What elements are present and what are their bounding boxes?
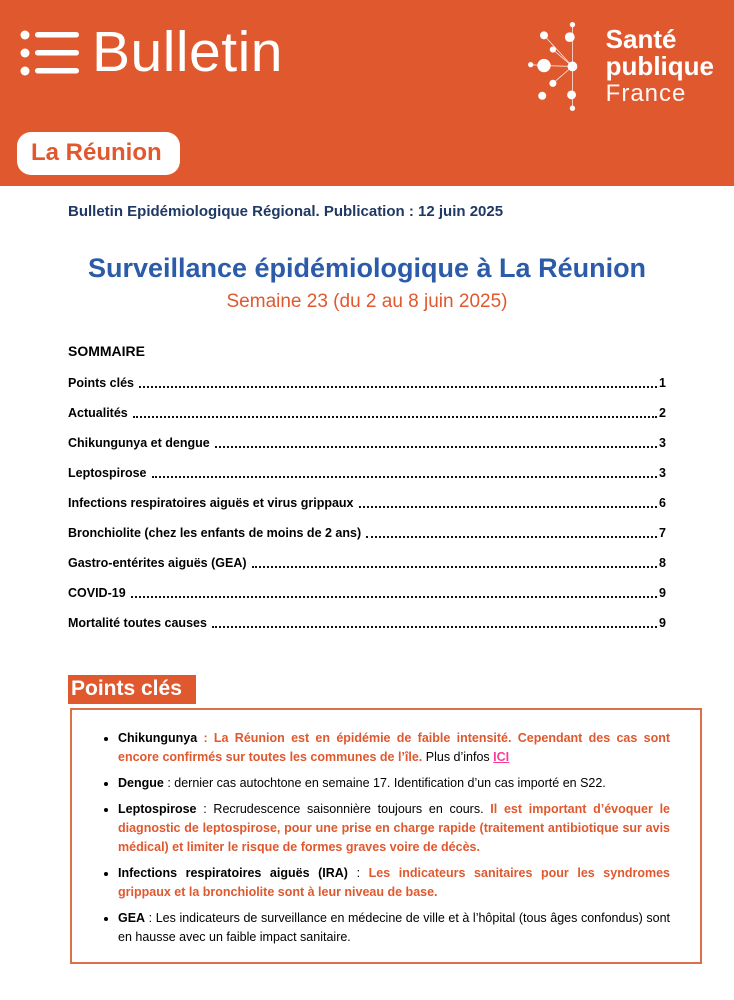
toc-entry-label: Leptospirose (68, 466, 147, 480)
toc-entry-page: 3 (659, 436, 666, 450)
points-cles-box (70, 708, 702, 964)
key-point-item (118, 864, 670, 902)
toc-entry-label: Infections respiratoires aiguës et virus grippaux (68, 496, 354, 510)
toc-leader-dots (131, 596, 657, 598)
toc-entry-page: 3 (659, 466, 666, 480)
toc-heading: SOMMAIRE (68, 343, 145, 359)
toc-entry-label: Points clés (68, 376, 134, 390)
bulleted-list-icon (20, 26, 82, 80)
toc-entry-page: 8 (659, 556, 666, 570)
toc-entry[interactable] (68, 586, 666, 600)
toc-entry[interactable] (68, 376, 666, 390)
toc-leader-dots (152, 476, 658, 478)
sante-publique-france-logo (520, 18, 714, 127)
key-point-item (118, 800, 670, 857)
page-title: Surveillance épidémiologique à La Réunion (87, 253, 647, 283)
toc-leader-dots (359, 506, 658, 508)
spf-logo-line1: Santé (605, 24, 677, 54)
toc-leader-dots (366, 536, 657, 538)
key-point-item (118, 774, 670, 793)
toc-leader-dots (133, 416, 657, 418)
spf-logo-text (606, 26, 714, 108)
toc-entry-label: COVID-19 (68, 586, 126, 600)
masthead (0, 0, 734, 186)
toc-entry-label: Bronchiolite (chez les enfants de moins de 2 ans) (68, 526, 362, 540)
key-point-text: La Réunion est en épidémie de faible intensité. Cependant des cas sont encore confirmés sur toutes les communes de l’île. (118, 731, 670, 764)
toc-entry-page: 7 (659, 526, 666, 540)
key-point-item (118, 729, 670, 767)
toc-entry-page: 9 (659, 616, 666, 630)
toc-leader-dots (252, 566, 658, 568)
toc-entry[interactable] (68, 526, 666, 540)
toc-entry-label: Mortalité toutes causes (68, 616, 207, 630)
document-body (0, 203, 734, 964)
toc-entry-label: Gastro-entérites aiguës (GEA) (68, 556, 247, 570)
key-point-text: : Recrudescence saisonnière toujours en cours. (196, 802, 491, 816)
toc-entry-page: 9 (659, 586, 666, 600)
key-point-text: Dengue (118, 776, 164, 790)
key-point-item (118, 909, 670, 947)
toc-entry[interactable] (68, 496, 666, 510)
key-point-text: Chikungunya (118, 731, 198, 745)
toc-entry[interactable] (68, 406, 666, 420)
toc-entry[interactable] (68, 616, 666, 630)
key-point-text: Il est important d’évoquer le diagnostic de leptospirose, pour une prise en charge rapide (traitement antibiotique sur avis médical) et limiter le risque de formes graves voire de décès. (118, 802, 671, 854)
toc-entry-label: Actualités (68, 406, 128, 420)
key-point-text: : Les indicateurs de surveillance en médecine de ville et à l’hôpital (tous âges confondus) sont en hausse avec un faible impact sanitaire. (118, 911, 670, 944)
publication-line: Bulletin Epidémiologique Régional. Publication : 12 juin 2025 (68, 203, 504, 220)
toc-leader-dots (215, 446, 657, 448)
ici-link[interactable]: ICI (493, 750, 510, 764)
spf-dots-icon (520, 18, 600, 127)
key-point-text: Plus d’infos (422, 750, 494, 764)
points-cles-section (68, 646, 671, 964)
toc-entry-page: 2 (659, 406, 666, 420)
toc-entry-label: Chikungunya et dengue (68, 436, 210, 450)
toc-entry[interactable] (68, 466, 666, 480)
page-subtitle: Semaine 23 (du 2 au 8 juin 2025) (226, 291, 508, 312)
toc-leader-dots (212, 626, 657, 628)
key-point-text: Infections respiratoires aiguës (IRA) (118, 866, 348, 880)
toc-leader-dots (139, 386, 657, 388)
table-of-contents (68, 343, 666, 630)
toc-entry[interactable] (68, 556, 666, 570)
toc-entry-page: 1 (659, 376, 666, 390)
key-point-text: : (197, 731, 214, 745)
key-point-text: Leptospirose (118, 802, 197, 816)
region-badge: La Réunion (17, 132, 180, 175)
brand-wordmark: Bulletin (92, 20, 283, 84)
brand (20, 20, 283, 84)
key-point-text: : dernier cas autochtone en semaine 17. Identification d’un cas importé en S22. (163, 776, 606, 790)
spf-logo-line2: publique (605, 51, 714, 81)
key-point-text: Les indicateurs sanitaires pour les syndromes grippaux et la bronchiolite sont à leur niveau de base. (118, 866, 671, 899)
key-point-text: GEA (118, 911, 146, 925)
spf-logo-line3: France (605, 80, 687, 107)
points-cles-list (92, 729, 670, 947)
toc-entry-page: 6 (659, 496, 666, 510)
key-point-text: : (347, 866, 369, 880)
points-cles-heading: Points clés (68, 675, 196, 704)
toc-entry[interactable] (68, 436, 666, 450)
toc-list (68, 376, 666, 630)
